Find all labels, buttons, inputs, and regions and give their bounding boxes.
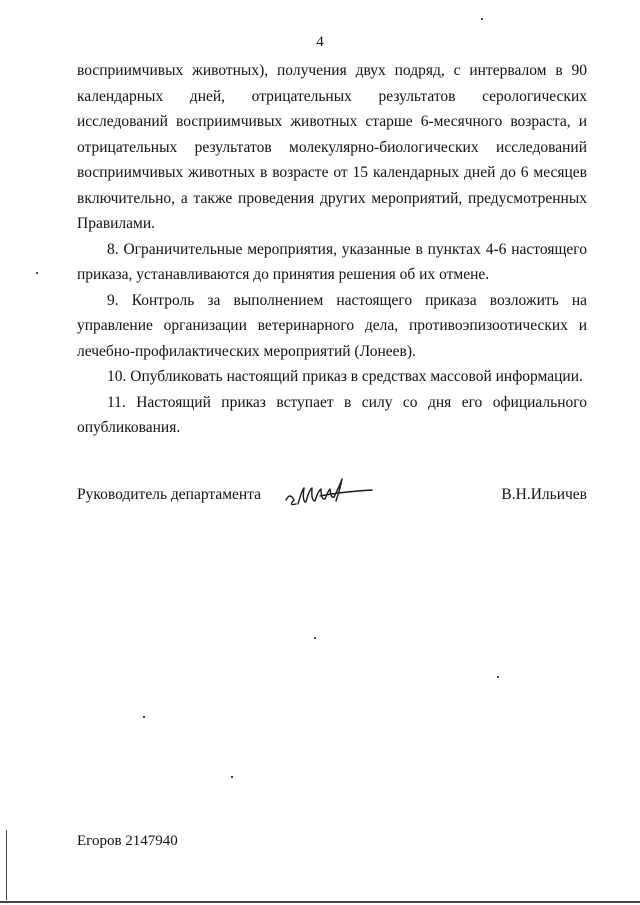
signatory-name: В.Н.Ильичев	[501, 486, 587, 503]
paragraph-9: 9. Контроль за выполнением настоящего приказа возложить на управление организации ветеринарного дела, противоэпизоотических и лечебно-профилактических мероприятий (Лонеев).	[77, 291, 587, 360]
scan-edge-line	[6, 830, 7, 900]
scan-speck	[481, 18, 483, 20]
signatory-position: Руководитель департамента	[77, 486, 262, 503]
handwritten-signature	[280, 476, 380, 516]
paragraph-11: 11. Настоящий приказ вступает в силу со дня его официального опубликования.	[77, 393, 587, 436]
executor-note: Егоров 2147940	[77, 833, 178, 849]
scan-speck	[497, 676, 499, 678]
paragraph-continuation: восприимчивых животных), получения двух подряд, с интервалом в 90 календарных дней, отрицательных результатов серологических исследований восприимчивых животных старше 6-месячного возраста, и отрицательных результатов молекулярно-биологических исследований восприимчивых животных в возрасте от 15 календарных дней до 6 месяцев включительно, а также проведения других мероприятий, предусмотренных Правилами.	[77, 62, 587, 232]
signature-block	[77, 476, 587, 516]
scan-speck	[143, 716, 145, 718]
scan-speck	[36, 272, 38, 274]
page-number: 4	[316, 34, 324, 50]
scan-speck	[314, 637, 316, 639]
document-body	[77, 58, 587, 441]
paragraph-8: 8. Ограничительные мероприятия, указанные в пунктах 4-6 настоящего приказа, устанавливаются до принятия решения об их отмене.	[77, 240, 587, 283]
scan-speck	[231, 776, 233, 778]
paragraph-10: 10. Опубликовать настоящий приказ в средствах массовой информации.	[107, 368, 583, 385]
scan-edge-line	[0, 901, 640, 903]
